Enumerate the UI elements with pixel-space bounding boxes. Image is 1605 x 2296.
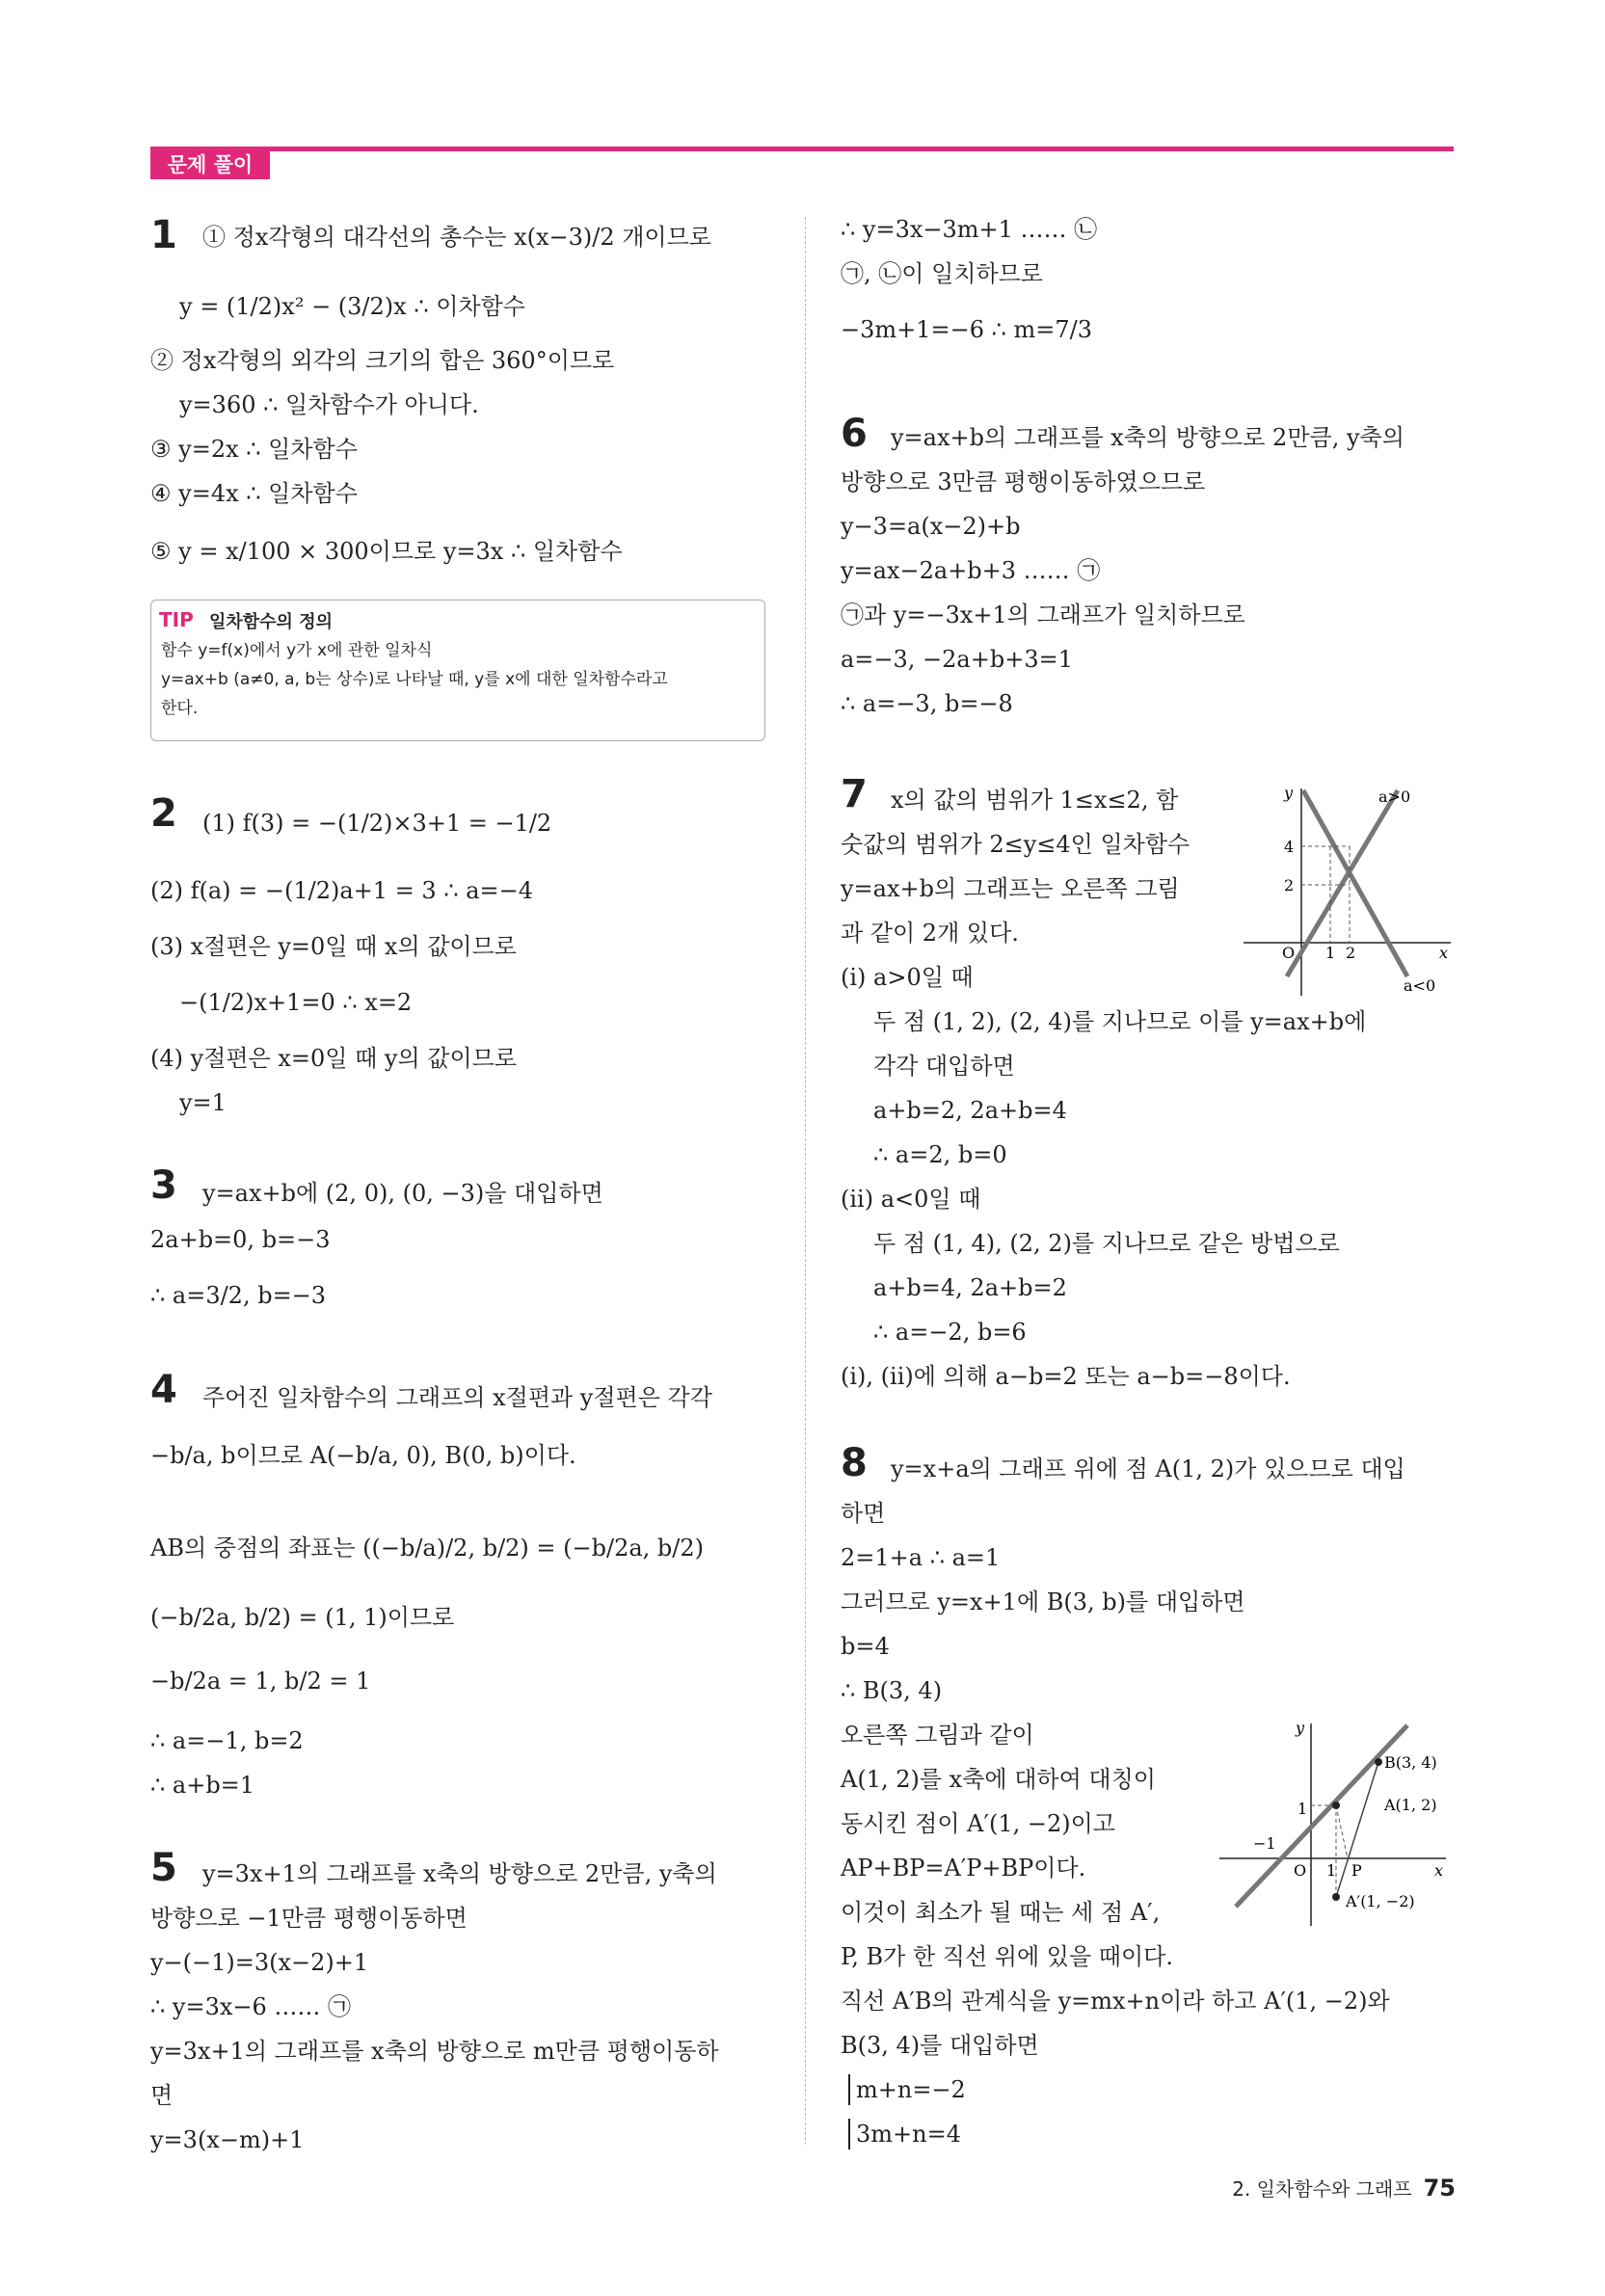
graph-label: −1 [1253, 1834, 1276, 1853]
p8-line: 동시킨 점이 A′(1, −2)이고 [841, 1810, 1115, 1837]
p3-line: ∴ a=3/2, b=−3 [150, 1282, 327, 1309]
problem-number-3: 3 [150, 1163, 177, 1208]
p8-line: A(1, 2)를 x축에 대하여 대칭이 [841, 1766, 1156, 1793]
graph-label: B(3, 4) [1384, 1753, 1437, 1772]
p6-line: y=ax+b의 그래프를 x축의 방향으로 2만큼, y축의 [891, 424, 1404, 451]
point-b [1375, 1758, 1382, 1766]
p7-line: a+b=4, 2a+b=2 [873, 1274, 1067, 1301]
tip-box [150, 600, 765, 741]
line-y-x-plus-1 [1236, 1725, 1407, 1907]
p7-line: 숫값의 범위가 2≤y≤4인 일차함수 [841, 831, 1190, 858]
graph-problem-7 [1244, 779, 1456, 1001]
p5-line: 면 [150, 2082, 174, 2109]
p4-line: (−b/2a, b/2) = (1, 1)이므로 [150, 1604, 455, 1631]
p4-line: −b/a, b이므로 A(−b/a, 0), B(0, b)이다. [150, 1442, 576, 1469]
p7-line: y=ax+b의 그래프는 오른쪽 그림 [841, 875, 1180, 902]
p1-line: ③ y=2x ∴ 일차함수 [150, 436, 358, 463]
p7-line: 두 점 (1, 2), (2, 4)를 지나므로 이를 y=ax+b에 [873, 1008, 1367, 1035]
graph-label: x [1439, 944, 1449, 962]
tip-line: 한다. [161, 699, 199, 718]
p8-line: b=4 [841, 1633, 890, 1660]
guide-line [1336, 1805, 1348, 1858]
p4-line: AB의 중점의 좌표는 ((−b/a)/2, b/2) = (−b/2a, b/2) [150, 1535, 705, 1562]
p5-line: y=3x+1의 그래프를 x축의 방향으로 m만큼 평행이동하 [150, 2038, 719, 2065]
graph-problem-8 [1215, 1714, 1456, 1931]
graph-label: 1 [1325, 944, 1336, 962]
p8-line: B(3, 4)를 대입하면 [841, 2032, 1039, 2059]
graph-label: O [1294, 1861, 1307, 1880]
p6-line: y=ax−2a+b+3 …… ㉠ [841, 557, 1101, 584]
p5-line: y=3x+1의 그래프를 x축의 방향으로 2만큼, y축의 [202, 1860, 717, 1887]
chapter-title: 2. 일차함수와 그래프 [1232, 2177, 1412, 2201]
page-footer [1232, 2174, 1456, 2202]
tip-line: y=ax+b (a≠0, a, b는 상수)로 나타날 때, y를 x에 대한 일차함수라고 [161, 670, 668, 689]
graph-label: a<0 [1404, 976, 1436, 995]
p1-line: y=360 ∴ 일차함수가 아니다. [179, 391, 479, 418]
p2-line: (1) f(3) = −(1/2)×3+1 = −1/2 [202, 810, 552, 837]
p7-line: (i) a>0일 때 [841, 964, 974, 991]
p8-line: 하면 [841, 1500, 886, 1527]
p7-line: ∴ a=−2, b=6 [873, 1319, 1027, 1346]
graph-label: a>0 [1378, 788, 1411, 806]
graph-label: 2 [1284, 876, 1295, 894]
p7-line: (i), (ii)에 의해 a−b=2 또는 a−b=−8이다. [841, 1363, 1291, 1390]
p5-cont-line: ∴ y=3x−3m+1 …… ㉡ [841, 216, 1098, 243]
p5-cont-line: −3m+1=−6 ∴ m=7/3 [841, 316, 1093, 343]
tip-line: 함수 y=f(x)에서 y가 x에 관한 일차식 [161, 641, 433, 660]
problem-number-4: 4 [150, 1368, 177, 1412]
p3-line: 2a+b=0, b=−3 [150, 1226, 331, 1253]
column-divider [805, 217, 806, 2145]
graph-label: A′(1, −2) [1346, 1892, 1415, 1910]
p5-line: 방향으로 −1만큼 평행이동하면 [150, 1905, 468, 1932]
p1-line: ⑤ y = x/100 × 300이므로 y=3x ∴ 일차함수 [150, 538, 623, 565]
point-a [1332, 1802, 1340, 1809]
problem-number-7: 7 [841, 772, 868, 816]
p2-line: (4) y절편은 x=0일 때 y의 값이므로 [150, 1045, 518, 1072]
p5-line: y=3(x−m)+1 [150, 2126, 305, 2153]
p8-line: m+n=−2 [848, 2074, 966, 2105]
section-tab: 문제 풀이 [150, 150, 270, 179]
graph-label: P [1351, 1861, 1362, 1880]
tip-title: 일차함수의 정의 [209, 612, 333, 632]
p2-line: (2) f(a) = −(1/2)a+1 = 3 ∴ a=−4 [150, 877, 534, 904]
problem-number-6: 6 [841, 412, 868, 456]
p7-line: 과 같이 2개 있다. [841, 920, 1019, 947]
p8-line: 직선 A′B의 관계식을 y=mx+n이라 하고 A′(1, −2)와 [841, 1988, 1390, 2015]
graph-label: 1 [1297, 1800, 1308, 1818]
p6-line: 방향으로 3만큼 평행이동하였으므로 [841, 468, 1206, 495]
p5-cont-line: ㉠, ㉡이 일치하므로 [841, 260, 1043, 287]
p3-line: y=ax+b에 (2, 0), (0, −3)을 대입하면 [202, 1180, 603, 1207]
page-number: 75 [1423, 2175, 1456, 2202]
p1-line: ② 정x각형의 외각의 크기의 합은 360°이므로 [150, 347, 615, 374]
graph-label: 2 [1346, 944, 1356, 962]
header-bar [150, 147, 1454, 151]
problem-number-8: 8 [841, 1441, 868, 1485]
graph-label: O [1282, 944, 1296, 962]
tip-badge: TIP [159, 608, 194, 631]
p1-line: y = (1/2)x² − (3/2)x ∴ 이차함수 [179, 293, 525, 320]
graph-label: 1 [1326, 1861, 1337, 1880]
p7-line: ∴ a=2, b=0 [873, 1141, 1007, 1168]
p8-line: 이것이 최소가 될 때는 세 점 A′, [841, 1899, 1161, 1926]
p8-line: 2=1+a ∴ a=1 [841, 1544, 1001, 1571]
p2-line: −(1/2)x+1=0 ∴ x=2 [179, 989, 413, 1016]
p6-line: a=−3, −2a+b+3=1 [841, 646, 1073, 673]
graph-label: x [1434, 1861, 1444, 1880]
p7-line: a+b=2, 2a+b=4 [873, 1097, 1067, 1124]
p8-line: 그러므로 y=x+1에 B(3, b)를 대입하면 [841, 1589, 1245, 1615]
graph-label: y [1284, 784, 1294, 802]
p8-line: 3m+n=4 [848, 2119, 961, 2149]
point-a-prime [1332, 1893, 1340, 1901]
line-a-positive [1287, 790, 1398, 976]
p6-line: y−3=a(x−2)+b [841, 513, 1021, 540]
p5-line: ∴ y=3x−6 …… ㉠ [150, 1993, 352, 2020]
p8-line: P, B가 한 직선 위에 있을 때이다. [841, 1943, 1173, 1970]
p2-line: (3) x절편은 y=0일 때 x의 값이므로 [150, 933, 517, 960]
p4-line: −b/2a = 1, b/2 = 1 [150, 1668, 371, 1695]
p8-line: AP+BP=A′P+BP이다. [841, 1855, 1086, 1882]
p5-line: y−(−1)=3(x−2)+1 [150, 1949, 369, 1976]
p8-line: 오른쪽 그림과 같이 [841, 1722, 1034, 1749]
p8-line: y=x+a의 그래프 위에 점 A(1, 2)가 있으므로 대입 [891, 1455, 1405, 1482]
p8-line: ∴ B(3, 4) [841, 1677, 943, 1704]
graph-label: y [1296, 1719, 1305, 1737]
p6-line: ㉠과 y=−3x+1의 그래프가 일치하므로 [841, 601, 1245, 628]
problem-number-5: 5 [150, 1846, 177, 1890]
p7-line: 각각 대입하면 [873, 1053, 1015, 1080]
p7-line: x의 값의 범위가 1≤x≤2, 함 [891, 787, 1179, 814]
p1-line: ① 정x각형의 대각선의 총수는 x(x−3)/2 개이므로 [202, 224, 711, 251]
p1-line: ④ y=4x ∴ 일차함수 [150, 480, 358, 507]
problem-number-2: 2 [150, 791, 177, 836]
p7-line: 두 점 (1, 4), (2, 2)를 지나므로 같은 방법으로 [873, 1230, 1340, 1257]
p2-line: y=1 [179, 1089, 227, 1116]
graph-label: 4 [1284, 838, 1295, 856]
p4-line: 주어진 일차함수의 그래프의 x절편과 y절편은 각각 [202, 1384, 712, 1411]
p6-line: ∴ a=−3, b=−8 [841, 690, 1013, 717]
graph-label: A(1, 2) [1384, 1796, 1437, 1814]
problem-number-1: 1 [150, 213, 177, 257]
p4-line: ∴ a+b=1 [150, 1772, 255, 1799]
p7-line: (ii) a<0일 때 [841, 1186, 981, 1213]
p4-line: ∴ a=−1, b=2 [150, 1727, 304, 1754]
